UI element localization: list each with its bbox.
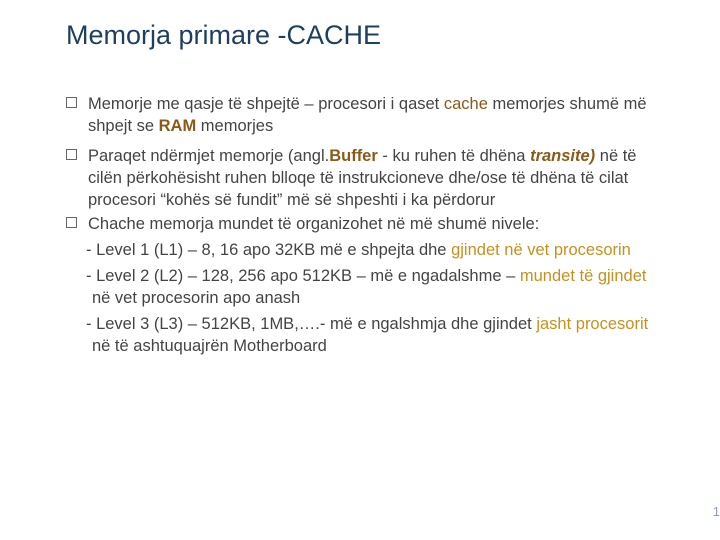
level-item-l2 [66,265,706,309]
level-line [86,265,706,287]
bullet-line: procesori “kohës së fundit” më së shpeshti i ka përdorur [88,191,496,209]
level-line [86,239,706,261]
checkbox-square-icon [66,149,77,160]
highlight-cache: cache [443,95,488,113]
checkbox-square-icon [66,217,77,228]
level-text: - Level 1 (L1) – 8, 16 apo 32KB më e shpejta dhe [86,241,452,259]
slide-content [66,93,706,361]
level-highlight: gjindet në vet procesorin [451,241,631,259]
bullet-text: në të [595,147,637,165]
level-continuation: në të ashtuquajrën Motherboard [92,337,327,355]
highlight-transite: transite) [530,147,596,165]
highlight-buffer: Buffer [329,147,378,165]
bullet-line [88,145,706,167]
level-line [86,313,706,335]
bullet-text: memorjes [196,117,274,135]
bullet-text: Paraqet ndërmjet memorje (angl. [88,147,330,165]
level-highlight: mundet të gjindet [519,267,647,285]
bullet-text: - ku ruhen të dhëna [377,147,531,165]
level-highlight: jasht procesorit [536,315,649,333]
bullet-line: cilën përkohësisht ruhen blloqe të instrukcioneve dhe/ose të dhëna të cilat [88,169,629,187]
bullet-levels-intro [66,213,706,235]
page-number: 1 [712,504,720,519]
level-item-l1 [66,239,706,261]
bullet-text: memorjes shumë më [487,95,647,113]
highlight-ram: RAM [158,117,197,135]
level-text: - Level 3 (L3) – 512KB, 1MB,….- më e ngalshmja dhe gjindet [86,315,537,333]
bullet-text: shpejt se [88,117,159,135]
bullet-line [88,115,706,137]
bullet-buffer [66,145,706,211]
level-continuation: në vet procesorin apo anash [92,289,301,307]
level-text: - Level 2 (L2) – 128, 256 apo 512KB – më e ngadalshme – [86,267,520,285]
bullet-text: Memorje me qasje të shpejtë – procesori i qaset [88,95,444,113]
bullet-cache-speed [66,93,706,137]
bullet-line [88,93,706,115]
slide-title: Memorja primare -CACHE [66,20,382,50]
level-item-l3 [66,313,706,357]
bullet-line: Chache memorja mundet të organizohet në më shumë nivele: [88,215,540,233]
checkbox-square-icon [66,97,77,108]
